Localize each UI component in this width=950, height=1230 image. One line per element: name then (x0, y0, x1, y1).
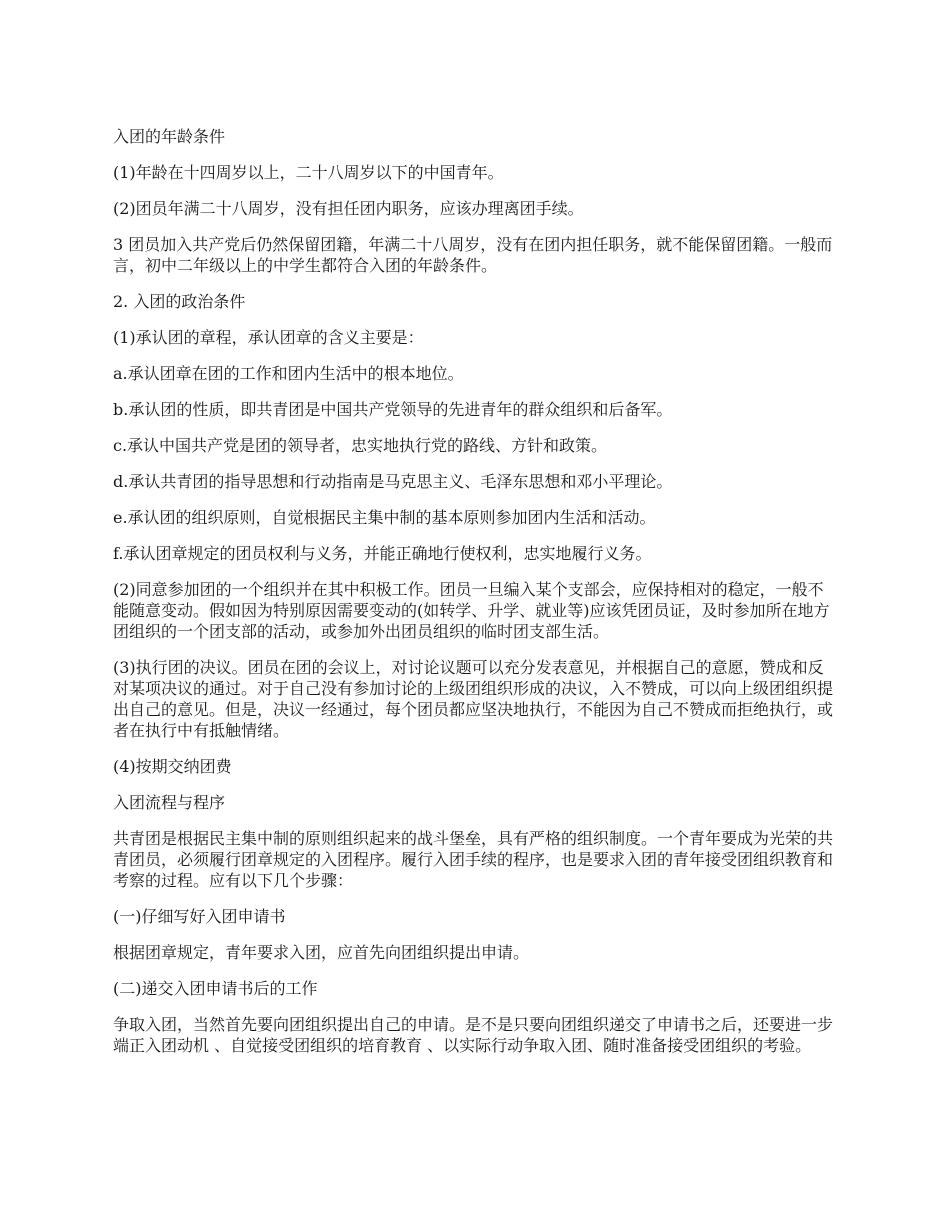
paragraph: (二)递交入团申请书后的工作 (113, 979, 318, 998)
heading-political-conditions: 2. 入团的政治条件 (113, 292, 246, 311)
paragraph: (4)按期交纳团费 (113, 757, 232, 776)
list-item: b.承认团的性质，即共青团是中国共产党领导的先进青年的群众组织和后备军。 (113, 400, 673, 419)
heading-age-conditions: 入团的年龄条件 (113, 127, 226, 146)
paragraph: (一)仔细写好入团申请书 (113, 907, 286, 926)
paragraph: (1)承认团的章程，承认团章的含义主要是： (113, 328, 424, 347)
list-item: e.承认团的组织原则，自觉根据民主集中制的基本原则参加团内生活和活动。 (113, 508, 656, 527)
list-item: a.承认团章在团的工作和团内生活中的根本地位。 (113, 364, 464, 383)
list-item: c.承认中国共产党是团的领导者，忠实地执行党的路线、方针和政策。 (113, 436, 608, 455)
paragraph: (3)执行团的决议。团员在团的会议上，对讨论议题可以充分发表意见，并根据自己的意愿，赞成和反对某项决议的通过。对于自己没有参加讨论的上级团组织形成的决议，入不赞成，可以向上级团组织提出自己的意见。但是，决议一经通过，每个团员都应坚决地执行，不能因为自己不赞成而拒绝执行，或者在执行中有抵触情绪。 (113, 658, 834, 740)
list-item: d.承认共青团的指导思想和行动指南是马克思主义、毛泽东思想和邓小平理论。 (113, 472, 673, 491)
paragraph: 3 团员加入共产党后仍然保留团籍，年满二十八周岁，没有在团内担任职务，就不能保留团籍。一般而言，初中二年级以上的中学生都符合入团的年龄条件。 (113, 235, 833, 275)
paragraph: (2)同意参加团的一个组织并在其中积极工作。团员一旦编入某个支部会，应保持相对的稳定，一般不能随意变动。假如因为特别原因需要变动的(如转学、升学、就业等)应该凭团员证，及时参加所在地方团组织的一个团支部的活动，或参加外出团员组织的临时团支部生活。 (113, 580, 830, 641)
paragraph: 共青团是根据民主集中制的原则组织起来的战斗堡垒，具有严格的组织制度。一个青年要成为光荣的共青团员，必须履行团章规定的入团程序。履行入团手续的程序，也是要求入团的青年接受团组织教育和考察的过程。应有以下几个步骤： (113, 829, 834, 890)
list-item: f.承认团章规定的团员权利与义务，并能正确地行使权利，忠实地履行义务。 (113, 544, 652, 563)
document-page (113, 126, 839, 1071)
heading-procedure: 入团流程与程序 (113, 793, 226, 812)
paragraph: (1)年龄在十四周岁以上，二十八周岁以下的中国青年。 (113, 163, 504, 182)
paragraph: 争取入团，当然首先要向团组织提出自己的申请。是不是只要向团组织递交了申请书之后，还要进一步端正入团动机 、自觉接受团组织的培育教育 、以实际行动争取入团、随时准备接受团组织的考验。 (113, 1015, 834, 1055)
paragraph: (2)团员年满二十八周岁，没有担任团内职务，应该办理离团手续。 (113, 199, 584, 218)
paragraph: 根据团章规定，青年要求入团，应首先向团组织提出申请。 (113, 943, 530, 962)
